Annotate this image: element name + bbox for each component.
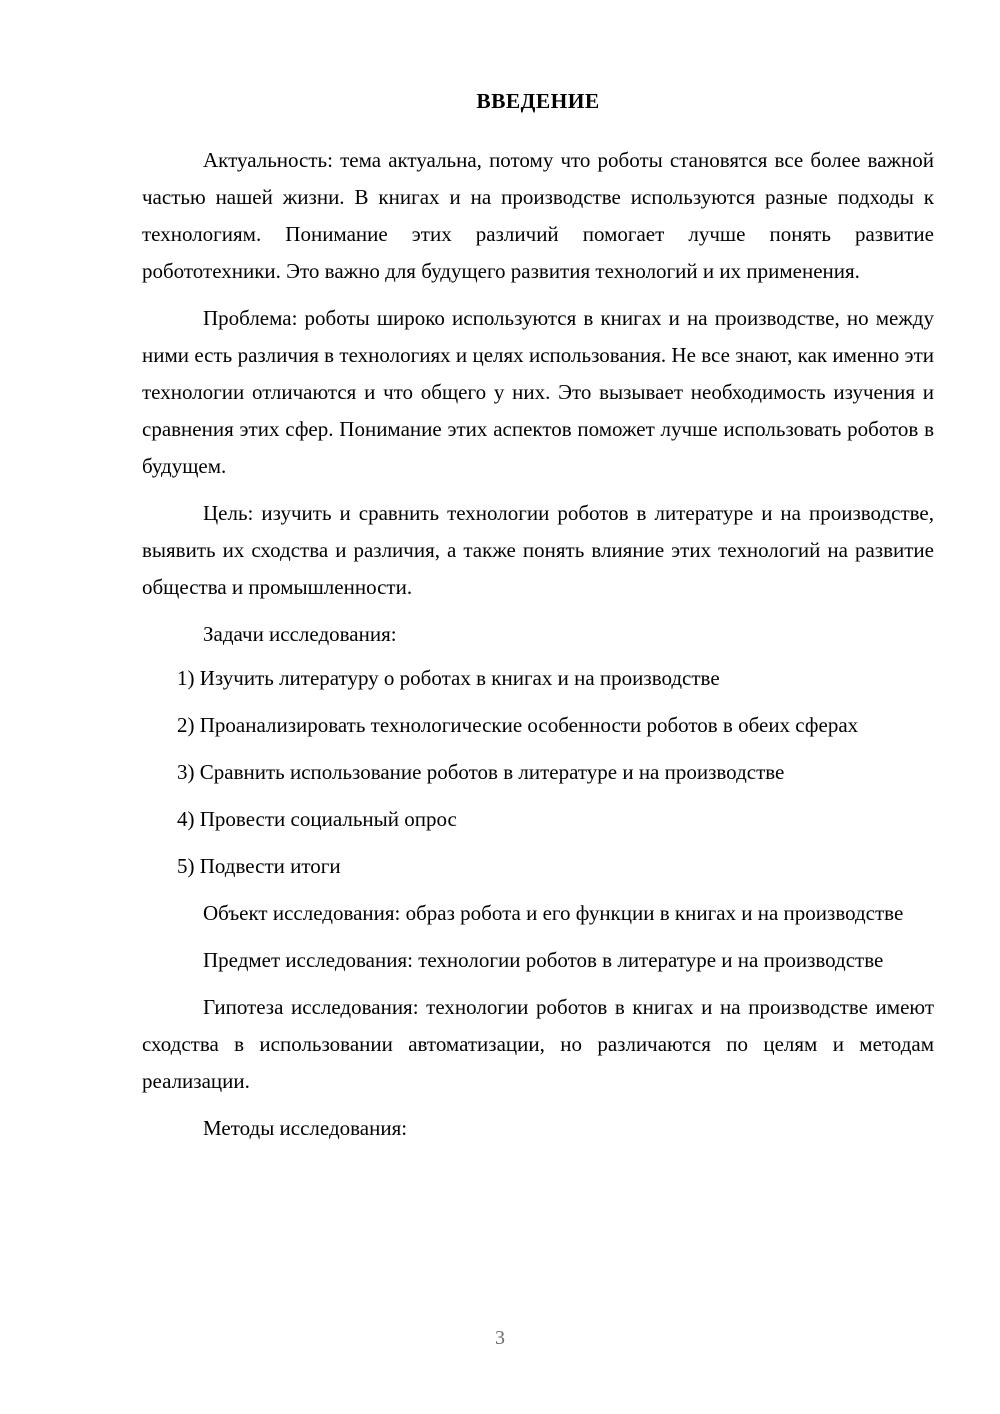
list-item: 3) Сравнить использование роботов в литературе и на производстве <box>177 760 785 784</box>
paragraph-object: Объект исследования: образ робота и его функции в книгах и на производстве <box>203 901 904 925</box>
paragraph-relevance: Актуальность: тема актуальна, потому что роботы становятся все более важной частью нашей жизни. В книгах и на производстве используются разные подходы к технологиям. Понимание этих различий помогает лучше понять развитие робототехники. Это важно для будущего развития технологий и их применения. <box>142 148 934 283</box>
paragraph-problem: Проблема: роботы широко используются в книгах и на производстве, но между ними есть различия в технологиях и целях использования. Не все знают, как именно эти технологии отличаются и что общего у них. Это вызывает необходимость изучения и сравнения этих сфер. Понимание этих аспектов поможет лучше использовать роботов в будущем. <box>142 306 934 478</box>
paragraph-goal: Цель: изучить и сравнить технологии роботов в литературе и на производстве, выявить их сходства и различия, а также понять влияние этих технологий на развитие общества и промышленности. <box>142 501 934 599</box>
page-content <box>142 86 934 1157</box>
list-item: 4) Провести социальный опрос <box>177 807 457 831</box>
list-item: 2) Проанализировать технологические особенности роботов в обеих сферах <box>177 713 859 737</box>
page-title: ВВЕДЕНИЕ <box>476 89 600 113</box>
methods-heading: Методы исследования: <box>203 1116 408 1140</box>
page-number: 3 <box>495 1327 505 1349</box>
list-item: 5) Подвести итоги <box>177 854 341 878</box>
tasks-heading: Задачи исследования: <box>203 622 397 646</box>
paragraph-subject: Предмет исследования: технологии роботов в литературе и на производстве <box>203 948 884 972</box>
list-item: 1) Изучить литературу о роботах в книгах и на производстве <box>177 666 720 690</box>
paragraph-hypothesis: Гипотеза исследования: технологии роботов в книгах и на производстве имеют сходства в использовании автоматизации, но различаются по целям и методам реализации. <box>142 995 934 1093</box>
